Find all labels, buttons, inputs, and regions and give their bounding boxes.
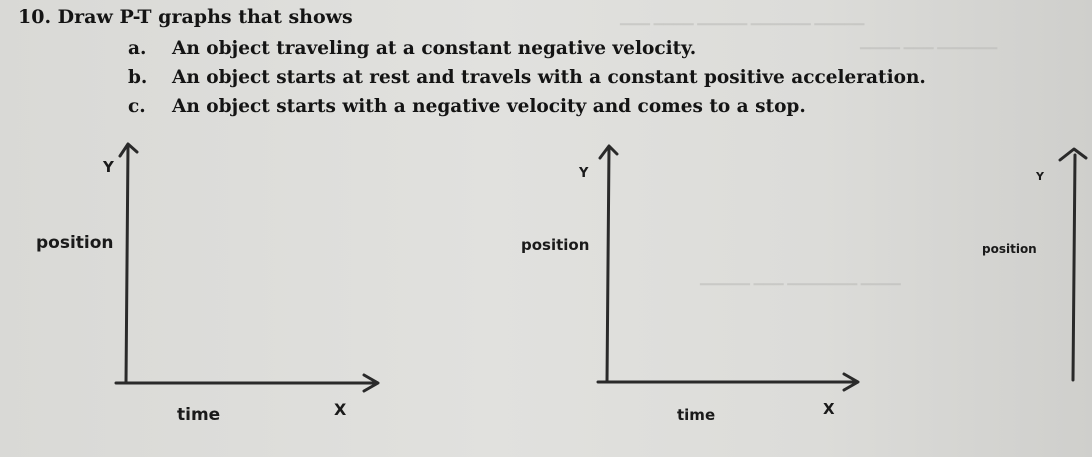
graph1-x-marker: X (334, 400, 347, 419)
graph1-y-marker: Y (103, 158, 114, 176)
graph3-y-label: position (982, 242, 1037, 256)
item-label: b. (128, 67, 148, 88)
graph1-y-axis (126, 146, 128, 383)
graph2-y-axis (607, 148, 609, 382)
graph3-y-marker: Y (1036, 170, 1044, 183)
question-title: 10. Draw P-T graphs that shows (18, 6, 353, 28)
graph2-x-marker: X (823, 400, 835, 418)
bleed-through-text: ▁▁▁ ▁▁▁▁ ▁▁▁▁▁ ▁▁▁▁▁▁ ▁▁▁▁▁ (620, 10, 865, 25)
item-label: c. (128, 96, 146, 117)
item-label: a. (128, 38, 147, 59)
graph1-x-label: time (177, 405, 221, 425)
graph2-y-label: position (521, 236, 590, 254)
graph2-x-label: time (677, 406, 716, 424)
graph1-y-label: position (36, 233, 114, 253)
graph3-y-axis (1073, 155, 1075, 380)
graph2-y-marker: Y (579, 166, 589, 181)
item-text: An object traveling at a constant negative velocity. (172, 38, 697, 59)
item-text: An object starts at rest and travels with a constant positive acceleration. (172, 67, 926, 88)
item-text: An object starts with a negative velocity and comes to a stop. (172, 96, 806, 117)
graph3-y-arrowhead (1060, 149, 1086, 160)
bleed-through-text: ▁▁▁▁▁ ▁▁▁ ▁▁▁▁▁▁▁ ▁▁▁▁ (700, 270, 901, 285)
bleed-through-text: ▁▁▁▁ ▁▁▁ ▁▁▁▁▁▁ (860, 34, 998, 49)
